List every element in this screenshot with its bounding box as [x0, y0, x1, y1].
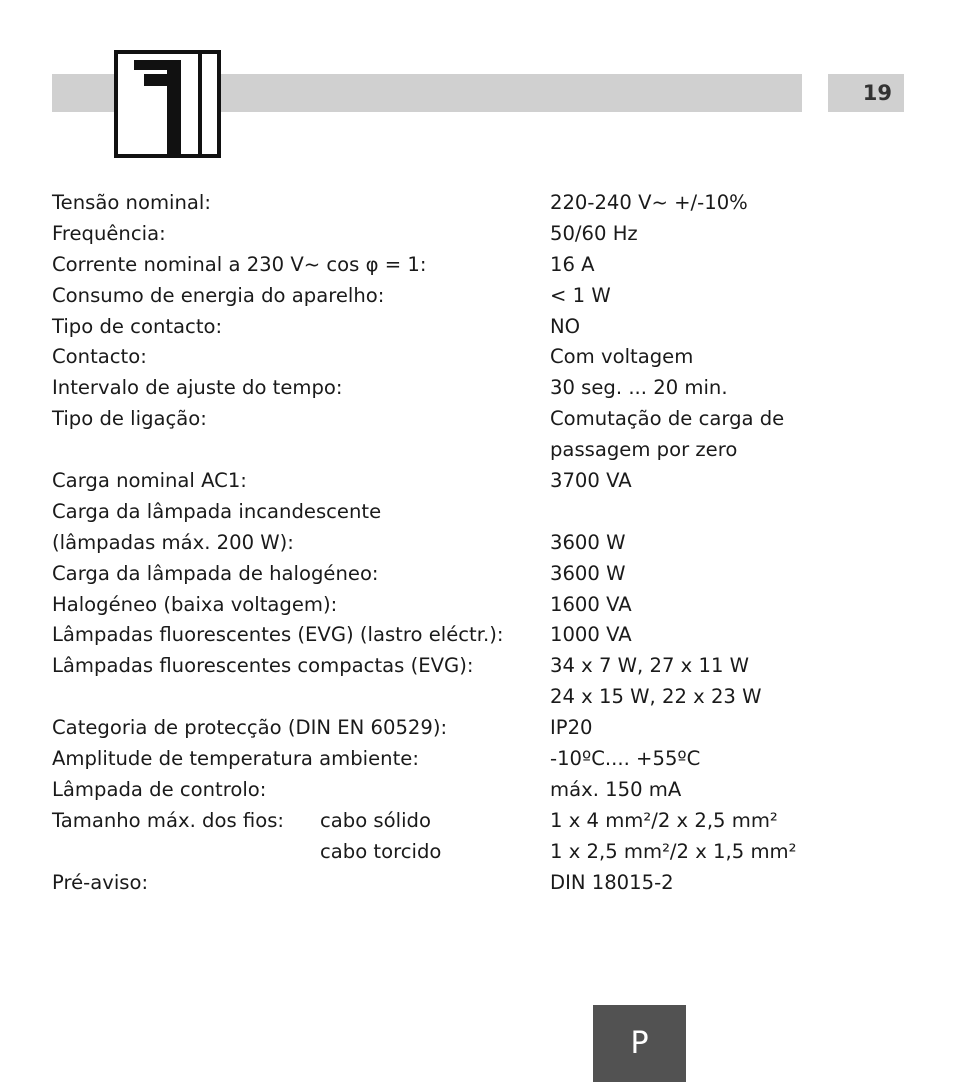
spec-row: [52, 620, 912, 651]
spec-list: [52, 188, 912, 898]
spec-value: NO: [550, 314, 581, 338]
spec-row: [52, 188, 912, 219]
spec-value: 220-240 V~ +/-10%: [550, 191, 748, 214]
spec-value: Comutação de carga de: [550, 407, 785, 431]
spec-row: [52, 775, 912, 806]
spec-value: 3600 W: [550, 530, 626, 554]
spec-row: [52, 373, 912, 404]
spec-value: 1000 VA: [550, 623, 632, 647]
spec-label: (lâmpadas máx. 200 W):: [52, 530, 294, 554]
spec-sublabel: cabo torcido: [320, 839, 442, 863]
spec-value: 1 x 2,5 mm²/2 x 1,5 mm²: [550, 839, 797, 863]
spec-row: [52, 868, 912, 899]
spec-value: IP20: [550, 716, 593, 740]
spec-row: [52, 466, 912, 497]
spec-value: Com voltagem: [550, 345, 694, 369]
spec-row: [52, 497, 912, 528]
spec-value: 1 x 4 mm²/2 x 2,5 mm²: [550, 808, 778, 832]
spec-label: Halogéneo (baixa voltagem):: [52, 592, 338, 616]
spec-label: Intervalo de ajuste do tempo:: [52, 376, 343, 400]
spec-label: Tensão nominal:: [52, 191, 211, 214]
spec-label: Carga da lâmpada incandescente: [52, 499, 382, 523]
spec-value: passagem por zero: [550, 438, 738, 462]
spec-row: [52, 404, 912, 435]
spec-sublabel: cabo sólido: [320, 808, 431, 832]
spec-row: [52, 342, 912, 373]
spec-label: Contacto:: [52, 345, 147, 369]
spec-row: [52, 651, 912, 682]
spec-label: Tamanho máx. dos fios:: [52, 808, 285, 832]
spec-label: Pré-aviso:: [52, 870, 149, 894]
spec-value: 3700 VA: [550, 469, 632, 493]
spec-row: [52, 837, 912, 868]
language-tab: P: [593, 1005, 686, 1082]
spec-label: Lâmpada de controlo:: [52, 777, 267, 801]
spec-value: 1600 VA: [550, 592, 632, 616]
spec-row: [52, 559, 912, 590]
spec-label: Carga da lâmpada de halogéneo:: [52, 561, 379, 585]
spec-label: Carga nominal AC1:: [52, 469, 247, 493]
spec-label: Amplitude de temperatura ambiente:: [52, 747, 419, 771]
spec-label: Consumo de energia do aparelho:: [52, 283, 385, 307]
spec-row: [52, 528, 912, 559]
spec-row: [52, 219, 912, 250]
spec-row: [52, 250, 912, 281]
spec-row: [52, 590, 912, 621]
spec-row: [52, 713, 912, 744]
spec-value: 3600 W: [550, 561, 626, 585]
spec-label: Lâmpadas fluorescentes compactas (EVG):: [52, 654, 474, 678]
spec-value: 34 x 7 W, 27 x 11 W: [550, 654, 750, 678]
spec-row: [52, 312, 912, 343]
spec-row: [52, 435, 912, 466]
spec-value: 30 seg. ... 20 min.: [550, 376, 728, 400]
spec-row: [52, 682, 912, 713]
spec-row: [52, 281, 912, 312]
spec-row: [52, 806, 912, 837]
device-clip-icon: [114, 50, 221, 158]
spec-value: máx. 150 mA: [550, 777, 682, 801]
spec-value: < 1 W: [550, 283, 611, 307]
spec-value: 24 x 15 W, 22 x 23 W: [550, 685, 762, 709]
spec-label: Frequência:: [52, 221, 166, 245]
spec-value: -10ºC.... +55ºC: [550, 747, 701, 771]
spec-value: 16 A: [550, 252, 595, 276]
spec-label: Corrente nominal a 230 V~ cos φ = 1:: [52, 252, 427, 276]
spec-label: Lâmpadas fluorescentes (EVG) (lastro eléctr.):: [52, 623, 504, 647]
spec-value: DIN 18015-2: [550, 870, 674, 894]
spec-label: Categoria de protecção (DIN EN 60529):: [52, 716, 448, 740]
page-number: 19: [828, 74, 904, 112]
spec-label: Tipo de ligação:: [52, 407, 207, 431]
spec-label: Tipo de contacto:: [52, 314, 223, 338]
spec-row: [52, 744, 912, 775]
spec-value: 50/60 Hz: [550, 221, 638, 245]
